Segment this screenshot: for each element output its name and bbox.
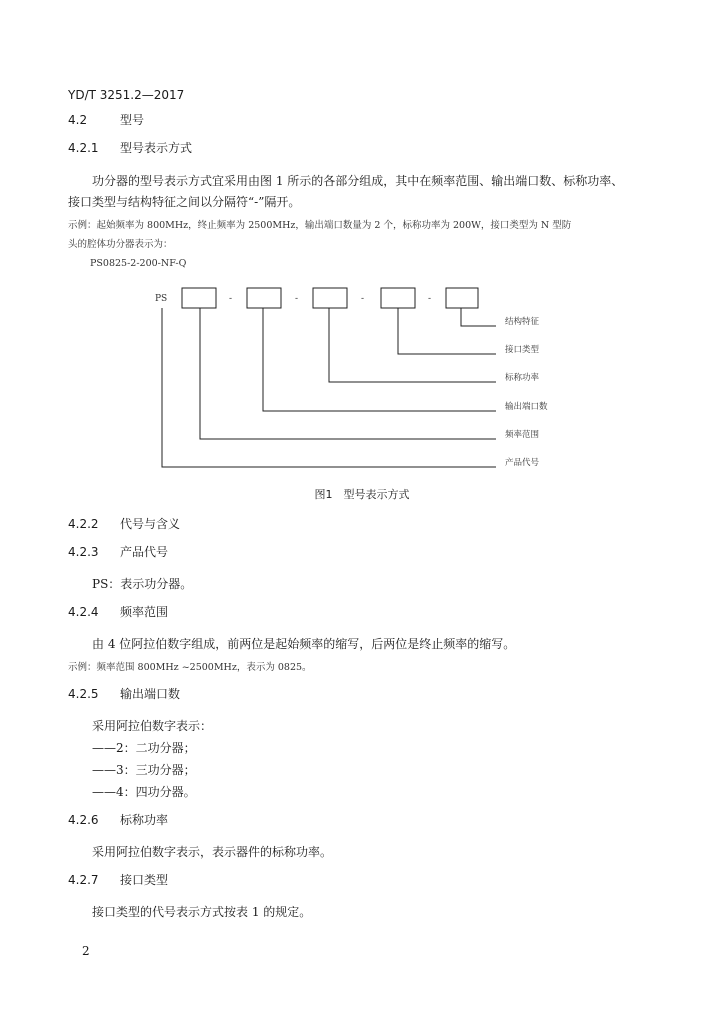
figure-caption: 图1 型号表示方式	[314, 488, 410, 501]
leader-line-interface	[398, 308, 496, 354]
leader-line-frequency	[200, 308, 496, 439]
leader-line-power	[329, 308, 496, 382]
diagram-label-power: 标称功率	[505, 373, 540, 383]
page-number: 2	[82, 944, 90, 958]
list-item-2-way: ——2：二功分器；	[92, 741, 196, 755]
example-model-code: PS0825-2-200-NF-Q	[90, 258, 187, 269]
section-number: 4.2.4	[68, 605, 99, 619]
section-heading-4-2-7	[68, 871, 168, 888]
section-title: 代号与含义	[120, 517, 181, 531]
diagram-box-frequency	[182, 288, 216, 308]
example-4-2-1-line1: 示例：起始频率为 800MHz，终止频率为 2500MHz，输出端口数量为 2 个，标称功率为 200W，接口类型为 N 型防	[68, 220, 572, 231]
paragraph-4-2-1-line2: 接口类型与结构特征之间以分隔符“-”隔开。	[68, 195, 301, 209]
section-number: 4.2.7	[68, 873, 99, 887]
section-heading-4-2-1	[68, 139, 192, 156]
example-4-2-4: 示例：频率范围 800MHz ~2500MHz，表示为 0825。	[68, 662, 312, 673]
section-heading-4-2-3	[68, 543, 168, 560]
list-item-3-way: ——3：三功分器；	[92, 763, 196, 777]
diagram-prefix: PS	[155, 294, 168, 304]
diagram-label-product: 产品代号	[505, 458, 540, 468]
model-designation-diagram	[0, 280, 724, 480]
section-heading-4-2-5	[68, 685, 180, 702]
paragraph-4-2-6: 采用阿拉伯数字表示，表示器件的标称功率。	[92, 845, 333, 859]
diagram-separator: -	[295, 294, 299, 304]
section-number: 4.2.1	[68, 141, 99, 155]
diagram-box-structure	[446, 288, 478, 308]
section-title: 接口类型	[120, 873, 169, 887]
diagram-label-ports: 输出端口数	[505, 402, 548, 412]
section-title: 型号	[120, 113, 145, 127]
section-heading-4-2-2	[68, 515, 180, 532]
paragraph-4-2-5-intro: 采用阿拉伯数字表示：	[92, 719, 213, 733]
diagram-box-ports	[247, 288, 281, 308]
document-id: YD/T 3251.2—2017	[68, 88, 185, 102]
section-number: 4.2.5	[68, 687, 99, 701]
diagram-label-frequency: 频率范围	[505, 430, 540, 440]
list-item-4-way: ——4：四功分器。	[92, 785, 196, 799]
paragraph-4-2-4: 由 4 位阿拉伯数字组成，前两位是起始频率的缩写，后两位是终止频率的缩写。	[92, 637, 516, 651]
section-title: 标称功率	[120, 813, 169, 827]
section-heading-4-2	[68, 111, 144, 128]
leader-line-structure	[461, 308, 496, 326]
paragraph-4-2-7: 接口类型的代号表示方式按表 1 的规定。	[92, 905, 312, 919]
section-heading-4-2-6	[68, 811, 168, 828]
section-title: 型号表示方式	[120, 141, 193, 155]
diagram-box-interface	[381, 288, 415, 308]
diagram-separator: -	[428, 294, 432, 304]
diagram-separator: -	[229, 294, 233, 304]
section-title: 产品代号	[120, 545, 169, 559]
diagram-separator: -	[361, 294, 365, 304]
section-number: 4.2.6	[68, 813, 99, 827]
section-number: 4.2.3	[68, 545, 99, 559]
diagram-label-interface: 接口类型	[505, 345, 540, 355]
section-title: 输出端口数	[120, 687, 181, 701]
section-title: 频率范围	[120, 605, 169, 619]
example-4-2-1-line2: 头的腔体功分器表示为：	[68, 239, 173, 250]
diagram-label-structure: 结构特征	[505, 317, 540, 327]
paragraph-4-2-3: PS：表示功分器。	[92, 577, 193, 591]
paragraph-4-2-1-line1: 功分器的型号表示方式宜采用由图 1 所示的各部分组成，其中在频率范围、输出端口数、标称功率、	[92, 174, 624, 188]
diagram-box-power	[313, 288, 347, 308]
section-number: 4.2.2	[68, 517, 99, 531]
section-number: 4.2	[68, 113, 88, 127]
section-heading-4-2-4	[68, 603, 168, 620]
